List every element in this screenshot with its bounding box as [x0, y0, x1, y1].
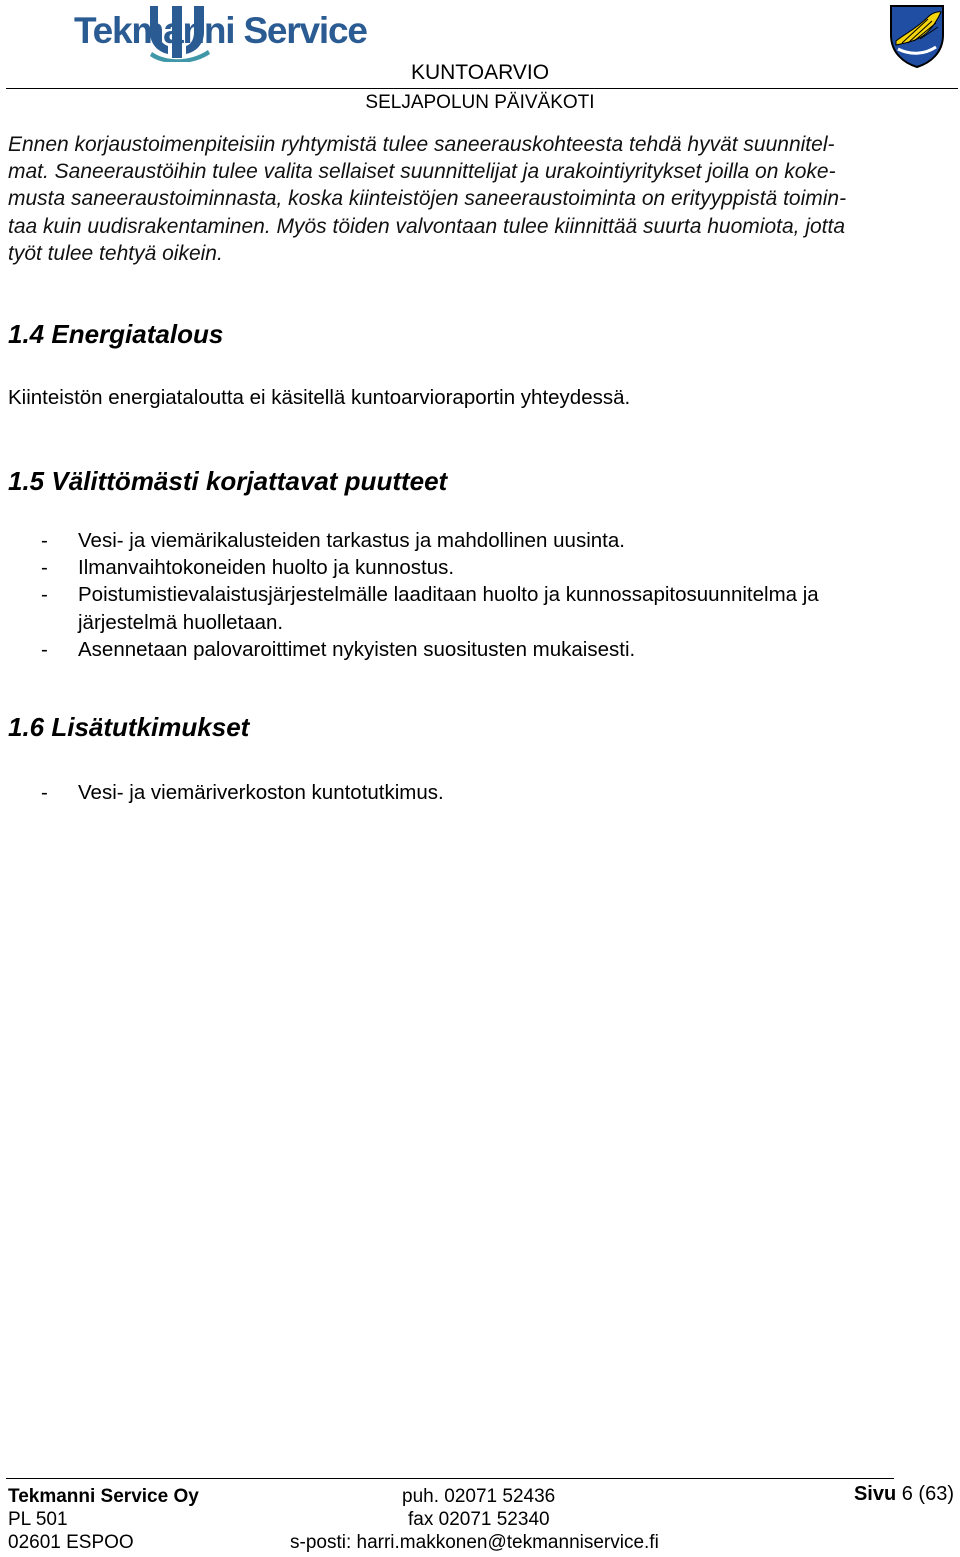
list-item-text: Vesi- ja viemärikalusteiden tarkastus ja mahdollinen uusinta.: [78, 529, 625, 552]
footer-fax: fax 02071 52340: [408, 1509, 550, 1530]
section-text-energiatalous: Kiinteistön energiataloutta ei käsitellä kuntoarvioraportin yhteydessä.: [8, 386, 631, 409]
list-item-text-cont: järjestelmä huolletaan.: [78, 610, 284, 634]
puutteet-list: [0, 527, 960, 663]
intro-line: työt tulee tehtyä oikein.: [8, 241, 223, 265]
intro-line: musta saneeraustoiminnasta, koska kiinteistöjen saneeraustoiminta on erityyppistä toimin-: [8, 187, 847, 211]
footer-po-box: PL 501: [8, 1509, 68, 1530]
list-dash: -: [41, 781, 48, 804]
document-title: KUNTOARVIO: [410, 61, 550, 84]
intro-line: mat. Saneeraustöihin tulee valita sellaiset suunnittelijat ja urakointiyritykset joilla on koke-: [8, 160, 836, 184]
page-number: 6 (63): [901, 1483, 954, 1505]
list-item: [0, 527, 960, 554]
list-item-text: Poistumistievalaistusjärjestelmälle laaditaan huolto ja kunnossapitosuunnitelma ja: [78, 583, 819, 607]
section-heading-energiatalous: 1.4 Energiatalous: [8, 319, 224, 349]
brand-name: Tekmanni Service: [74, 10, 367, 51]
list-item-text: Vesi- ja viemäriverkoston kuntotutkimus.: [78, 781, 444, 804]
intro-line: taa kuin uudisrakentaminen. Myös töiden valvontaan tulee kiinnittää suurta huomiota, jotta: [8, 214, 846, 238]
header-divider: [6, 88, 958, 89]
section-heading-puutteet: 1.5 Välittömästi korjattavat puutteet: [8, 466, 448, 496]
intro-line: Ennen korjaustoimenpiteisiin ryhtymistä tulee saneerauskohteesta tehdä hyvät suunnitel-: [8, 133, 835, 156]
list-item: [0, 779, 960, 806]
footer-divider: [6, 1478, 894, 1479]
section-heading-lisatutkimukset: 1.6 Lisätutkimukset: [8, 712, 250, 742]
footer-postal: 02601 ESPOO: [8, 1532, 134, 1553]
footer-phone: puh. 02071 52436: [402, 1486, 556, 1507]
lisatutkimukset-list: [0, 779, 960, 806]
list-dash: -: [41, 637, 48, 661]
list-dash: -: [41, 556, 48, 580]
list-dash: -: [41, 583, 48, 607]
list-dash: -: [41, 529, 48, 552]
list-item-text: Asennetaan palovaroittimet nykyisten suositusten mukaisesti.: [78, 637, 636, 661]
page-label: Sivu: [853, 1483, 897, 1505]
list-item-text: Ilmanvaihtokoneiden huolto ja kunnostus.: [78, 556, 455, 580]
list-item: [0, 554, 960, 581]
document-subtitle: SELJAPOLUN PÄIVÄKOTI: [365, 92, 595, 113]
list-item: [0, 581, 960, 635]
footer-company: Tekmanni Service Oy: [8, 1486, 199, 1507]
intro-paragraph: [8, 131, 956, 267]
municipal-crest-icon: [888, 3, 946, 69]
footer-page: [854, 1483, 954, 1506]
footer-email: s-posti: harri.makkonen@tekmanniservice.fi: [290, 1532, 659, 1553]
list-item: [0, 636, 960, 663]
